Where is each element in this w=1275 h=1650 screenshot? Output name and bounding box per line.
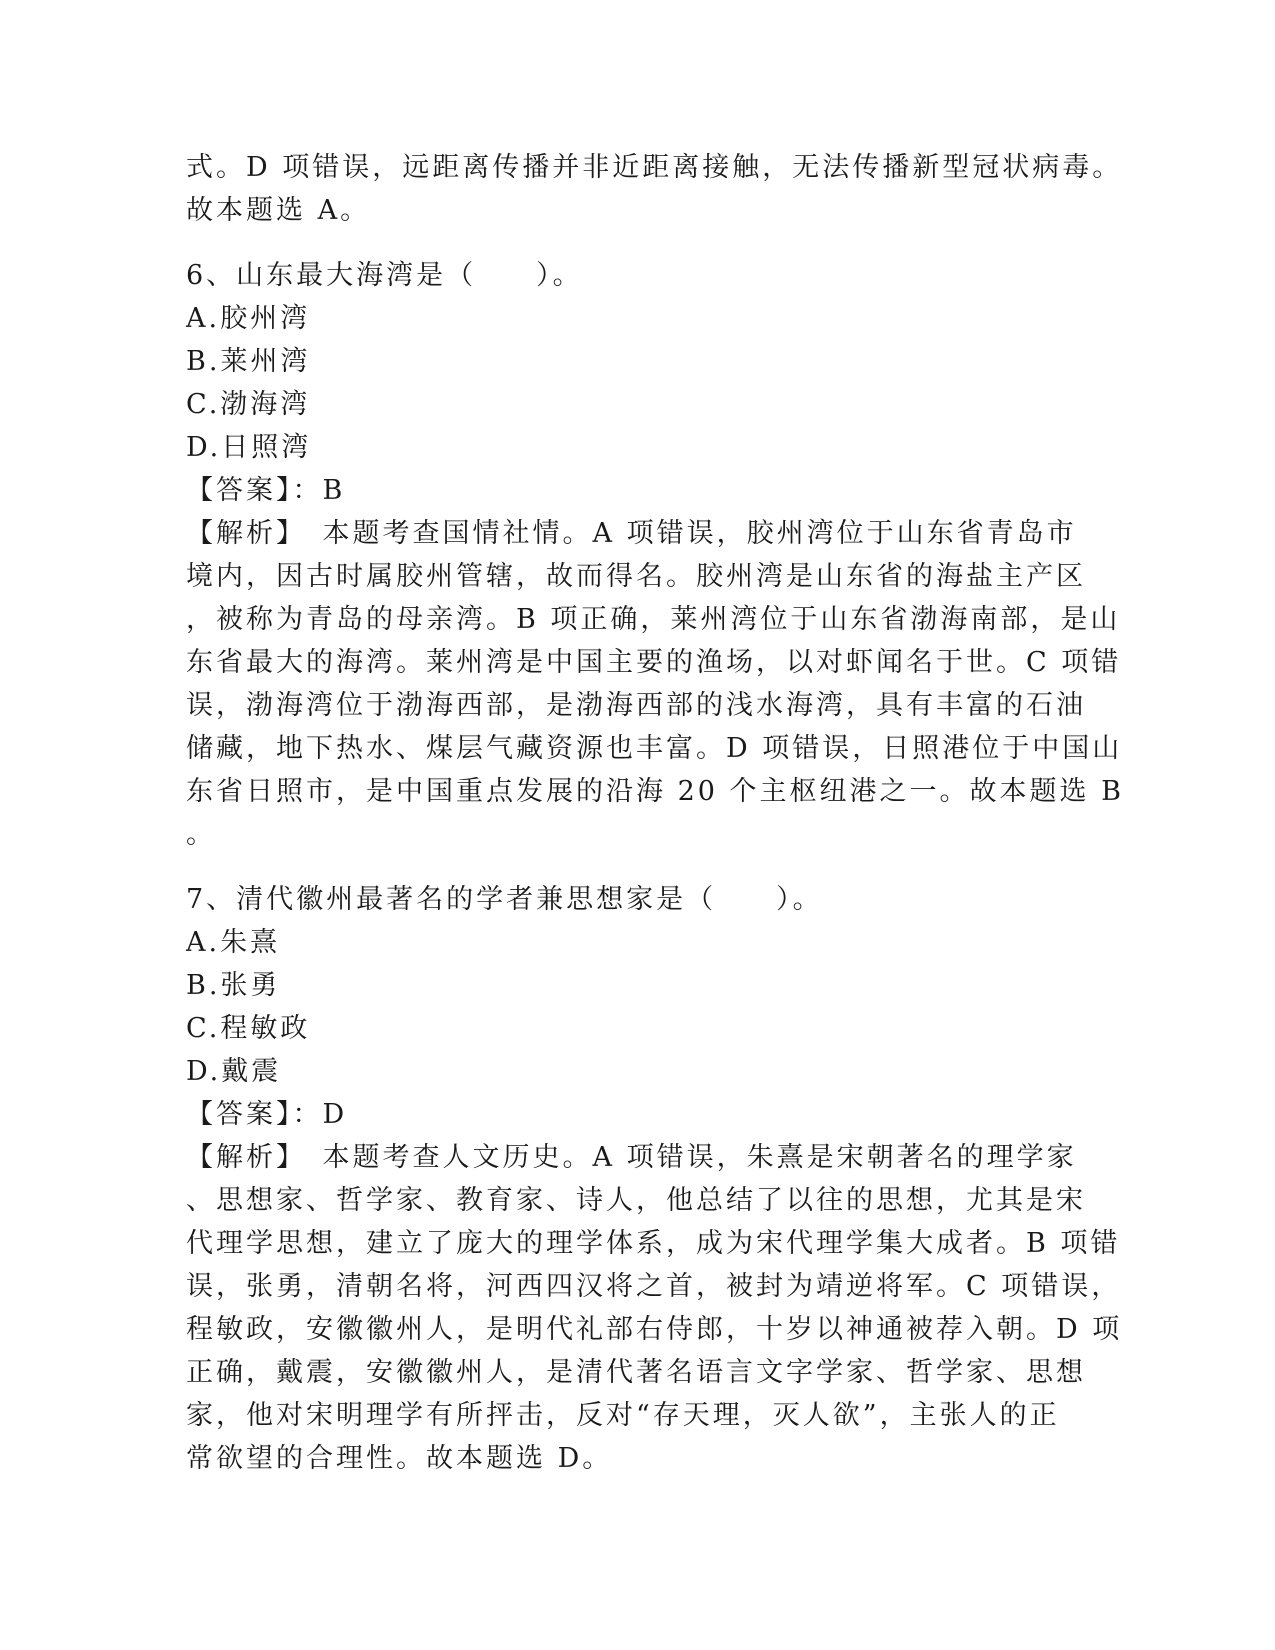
answer-label: 【答案】：B (186, 475, 346, 506)
analysis-line: 正确，戴震，安徽徽州人，是清代著名语言文字学家、哲学家、思想 (186, 1357, 1086, 1388)
analysis-line: 代理学思想，建立了庞大的理学体系，成为宋代理学集大成者。B 项错 (186, 1228, 1121, 1259)
option-a: A.胶州湾 (186, 303, 311, 334)
question-stem: 6、山东最大海湾是（ ）。 (186, 260, 583, 291)
text-line: 式。D 项错误，远距离传播并非近距离接触，无法传播新型冠状病毒。 (186, 152, 1123, 183)
analysis-line: 储藏，地下热水、煤层气藏资源也丰富。D 项错误，日照港位于中国山 (186, 733, 1123, 764)
document-page (186, 146, 1124, 1480)
analysis-line: 误，渤海湾位于渤海西部，是渤海西部的浅水海湾，具有丰富的石油 (186, 690, 1086, 721)
option-c: C.程敏政 (186, 1013, 311, 1044)
previous-analysis-tail (186, 146, 1123, 232)
analysis-line: 东省日照市，是中国重点发展的沿海 20 个主枢纽港之一。故本题选 B (186, 776, 1124, 807)
option-b: B.张勇 (186, 970, 281, 1001)
option-d: D.戴震 (186, 1056, 282, 1087)
question-stem: 7、清代徽州最著名的学者兼思想家是（ ）。 (186, 884, 823, 915)
analysis-line: 境内，因古时属胶州管辖，故而得名。胶州湾是山东省的海盐主产区 (186, 561, 1086, 592)
analysis (186, 1136, 1123, 1480)
analysis (186, 512, 1124, 856)
question-7 (186, 878, 1123, 1480)
text-line: 故本题选 A。 (186, 195, 371, 226)
analysis-line: 家，他对宋明理学有所抨击，反对“存天理，灭人欲”，主张人的正 (186, 1400, 1060, 1431)
option-c: C.渤海湾 (186, 389, 311, 420)
analysis-line: 、思想家、哲学家、教育家、诗人，他总结了以往的思想，尤其是宋 (186, 1185, 1086, 1216)
question-6 (186, 254, 1124, 856)
answer-label: 【答案】：D (186, 1099, 348, 1130)
analysis-line: 误，张勇，清朝名将，河西四汉将之首，被封为靖逆将军。C 项错误， (186, 1271, 1122, 1302)
option-a: A.朱熹 (186, 927, 281, 958)
analysis-line: 【解析】 本题考查国情社情。A 项错误，胶州湾位于山东省青岛市 (186, 518, 1077, 549)
analysis-line: 【解析】 本题考查人文历史。A 项错误，朱熹是宋朝著名的理学家 (186, 1142, 1077, 1173)
analysis-line: 常欲望的合理性。故本题选 D。 (186, 1443, 613, 1474)
analysis-line: 程敏政，安徽徽州人，是明代礼部右侍郎，十岁以神通被荐入朝。D 项 (186, 1314, 1123, 1345)
analysis-line: 。 (186, 819, 216, 850)
option-d: D.日照湾 (186, 432, 312, 463)
analysis-line: 东省最大的海湾。莱州湾是中国主要的渔场，以对虾闻名于世。C 项错 (186, 647, 1122, 678)
option-b: B.莱州湾 (186, 346, 311, 377)
analysis-line: ，被称为青岛的母亲湾。B 项正确，莱州湾位于山东省渤海南部，是山 (186, 604, 1121, 635)
